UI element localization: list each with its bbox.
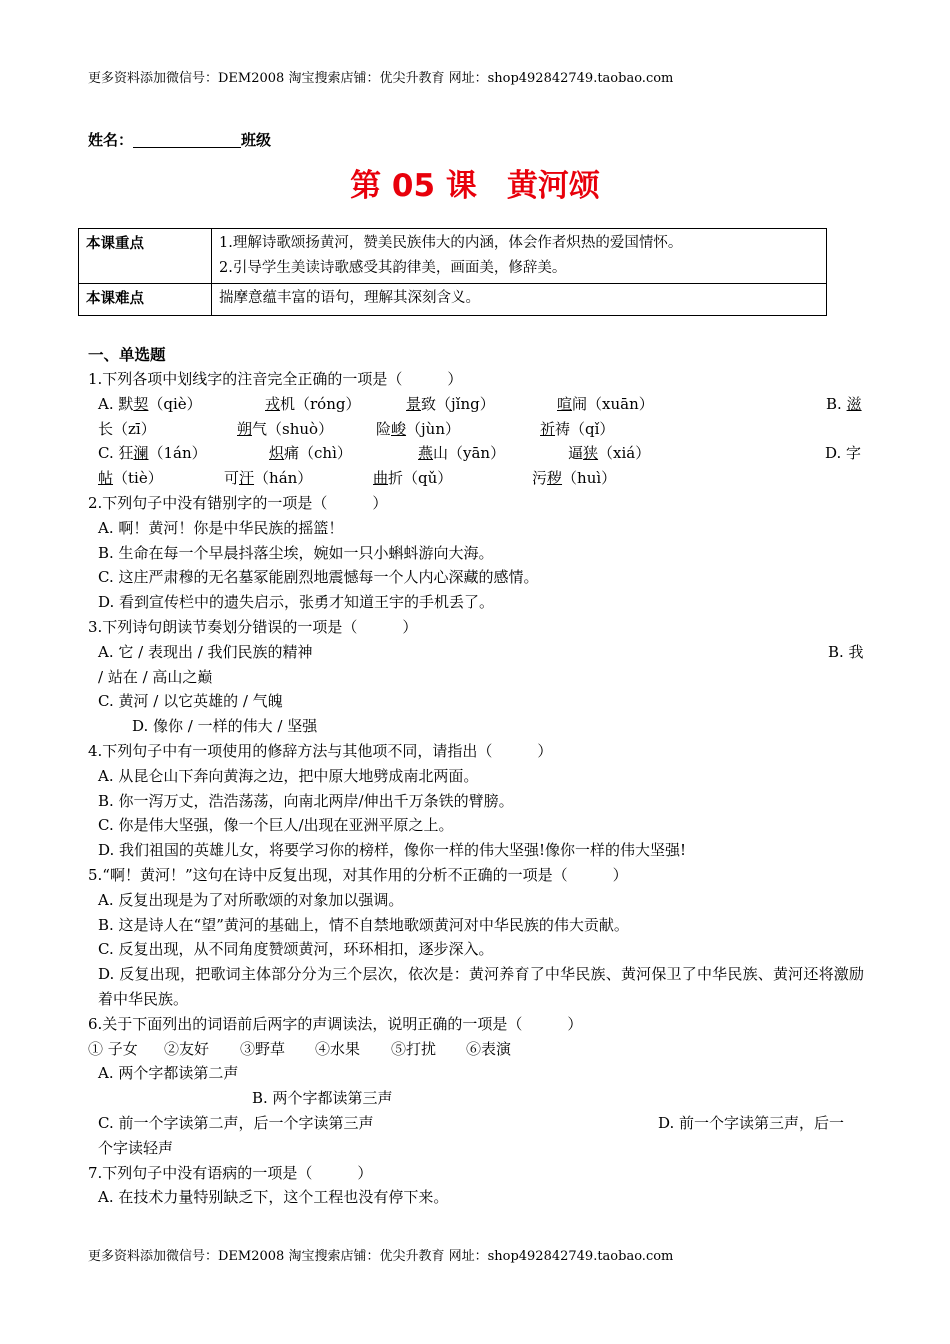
q6-word-5: ⑤打扰 — [391, 1039, 437, 1058]
page-footer: 更多资料添加微信号：DEM2008 淘宝搜索店铺：优尖升教育 网址：shop492842749.taobao.com — [88, 1249, 674, 1264]
title-lesson: 第 05 课 — [350, 168, 477, 204]
q7-stem: 7.下列句子中没有语病的一项是（ ） — [88, 1163, 373, 1182]
q1-b-start: B. 滋 — [826, 394, 862, 413]
q1-b4: 祈祷（qǐ） — [540, 419, 615, 438]
q1-line-2 — [88, 417, 864, 442]
q2-option-d: D. 看到宣传栏中的遗失启示，张勇才知道王宇的手机丢了。 — [98, 593, 495, 612]
q2-option-a: A. 啊！黄河！你是中华民族的摇篮！ — [98, 518, 344, 537]
q6-word-4: ④水果 — [315, 1039, 361, 1058]
q1-d2: 可汗（hán） — [224, 469, 313, 488]
q7-option-a: A. 在技术力量特别缺乏下，这个工程也没有停下来。 — [98, 1188, 449, 1207]
q1-d1: 帖（tiè） — [98, 469, 163, 488]
q1-b3: 险峻（jùn） — [376, 419, 461, 438]
q1-a3: 景致（jǐng） — [406, 394, 495, 413]
q5-option-c: C. 反复出现，从不同角度赞颂黄河，环环相扣，逐步深入。 — [98, 940, 494, 959]
q1-c1: C. 狂澜（1án） — [98, 444, 207, 463]
q1-a1: A. 默契（qiè） — [98, 394, 202, 413]
difficulty-content: 揣摩意蕴丰富的语句，理解其深刻含义。 — [212, 284, 827, 316]
class-label: 班级 — [241, 131, 272, 149]
key-points-row — [79, 229, 827, 284]
q4-option-b: B. 你一泻万丈，浩浩荡荡，向南北两岸/伸出千万条铁的臂膀。 — [98, 791, 514, 810]
q6-word-2: ②友好 — [164, 1039, 210, 1058]
key-point-1: 1.理解诗歌颂扬黄河，赞美民族伟大的内涵，体会作者炽热的爱国情怀。 — [219, 235, 683, 251]
key-points-content — [212, 229, 827, 284]
q1-b1: 长（zī） — [98, 419, 156, 438]
q1-a2: 戎机（róng） — [265, 394, 361, 413]
page-title — [0, 164, 950, 208]
q4-option-d: D. 我们祖国的英雄儿女，将要学习你的榜样，像你一样的伟大坚强!像你一样的伟大坚强! — [98, 841, 687, 860]
q4-stem: 4.下列句子中有一项使用的修辞方法与其他项不同，请指出（ ） — [88, 741, 553, 760]
title-name: 黄河颂 — [506, 168, 600, 204]
q1-d4: 污秽（huì） — [532, 469, 617, 488]
page-header: 更多资料添加微信号：DEM2008 淘宝搜索店铺：优尖升教育 网址：shop492842749.taobao.com — [88, 71, 674, 86]
q6-option-c: C. 前一个字读第二声，后一个字读第三声 — [98, 1113, 374, 1132]
q3-stem: 3.下列诗句朗读节奏划分错误的一项是（ ） — [88, 617, 418, 636]
key-points-label: 本课重点 — [79, 229, 212, 284]
q1-b2: 朔气（shuò） — [237, 419, 334, 438]
q6-word-3: ③野草 — [240, 1039, 286, 1058]
questions — [88, 367, 864, 1210]
section-title: 一、单选题 — [88, 345, 166, 364]
q6-option-d-cont: 个字读轻声 — [98, 1138, 174, 1157]
q1-line-3 — [88, 441, 864, 466]
q3-option-b-cont: / 站在 / 高山之巅 — [98, 667, 213, 686]
q1-d-start: D. 字 — [825, 444, 862, 463]
q3-option-c: C. 黄河 / 以它英雄的 / 气魄 — [98, 692, 283, 711]
q1-c2: 炽痛（chì） — [269, 444, 352, 463]
q4-option-c: C. 你是伟大坚强，像一个巨人/出现在亚洲平原之上。 — [98, 816, 454, 835]
q1-stem: 1.下列各项中划线字的注音完全正确的一项是（ ） — [88, 370, 463, 388]
q2-option-c: C. 这庄严肃穆的无名墓冢能剧烈地震憾每一个人内心深藏的感情。 — [98, 568, 539, 587]
q3-option-a: A. 它 / 表现出 / 我们民族的精神 — [98, 642, 313, 661]
q3-option-d: D. 像你 / 一样的伟大 / 坚强 — [132, 717, 318, 736]
name-class-line — [88, 129, 271, 150]
q6-word-1: ① 子女 — [88, 1039, 138, 1058]
q6-word-6: ⑥表演 — [466, 1039, 512, 1058]
q3-line-1 — [88, 640, 864, 665]
q6-option-a: A. 两个字都读第二声 — [98, 1064, 239, 1083]
q2-option-b: B. 生命在每一个早晨抖落尘埃，婉如一只小蝌蚪游向大海。 — [98, 543, 494, 562]
name-blank — [133, 133, 241, 148]
q5-option-a: A. 反复出现是为了对所歌颂的对象加以强调。 — [98, 890, 404, 909]
q4-option-a: A. 从昆仑山下奔向黄海之边，把中原大地劈成南北两面。 — [98, 766, 479, 785]
q6-option-d-start: D. 前一个字读第三声，后一 — [658, 1113, 845, 1132]
q1-d3: 曲折（qǔ） — [373, 469, 453, 488]
q5-option-d: D. 反复出现，把歌词主体部分分为三个层次，依次是：黄河养育了中华民族、黄河保卫了中华民族、黄河还将激励着中华民族。 — [98, 965, 864, 1008]
q6-option-b: B. 两个字都读第三声 — [252, 1089, 393, 1108]
difficulty-row — [79, 284, 827, 316]
q3-option-b-start: B. 我 — [828, 642, 864, 661]
q1-line-1 — [88, 392, 864, 417]
name-label: 姓名： — [88, 131, 134, 149]
q1-line-4 — [88, 466, 864, 491]
q1-c4: 逼狭（xiá） — [568, 444, 651, 463]
q2-stem: 2.下列句子中没有错别字的一项是（ ） — [88, 493, 388, 512]
goals-table — [78, 228, 827, 316]
q6-words — [88, 1037, 864, 1062]
q1-a4: 喧闹（xuān） — [557, 394, 654, 413]
q5-option-b: B. 这是诗人在“望”黄河的基础上，情不自禁地歌颂黄河对中华民族的伟大贡献。 — [98, 915, 629, 934]
q6-line-cd — [88, 1111, 864, 1136]
q6-stem: 6.关于下面列出的词语前后两字的声调读法，说明正确的一项是（ ） — [88, 1014, 583, 1033]
q5-stem: 5.“啊！黄河！”这句在诗中反复出现，对其作用的分析不正确的一项是（ ） — [88, 865, 628, 884]
key-point-2: 2.引导学生美读诗歌感受其韵律美，画面美，修辞美。 — [219, 260, 567, 276]
difficulty-label: 本课难点 — [79, 284, 212, 316]
q1-c3: 燕山（yān） — [418, 444, 506, 463]
